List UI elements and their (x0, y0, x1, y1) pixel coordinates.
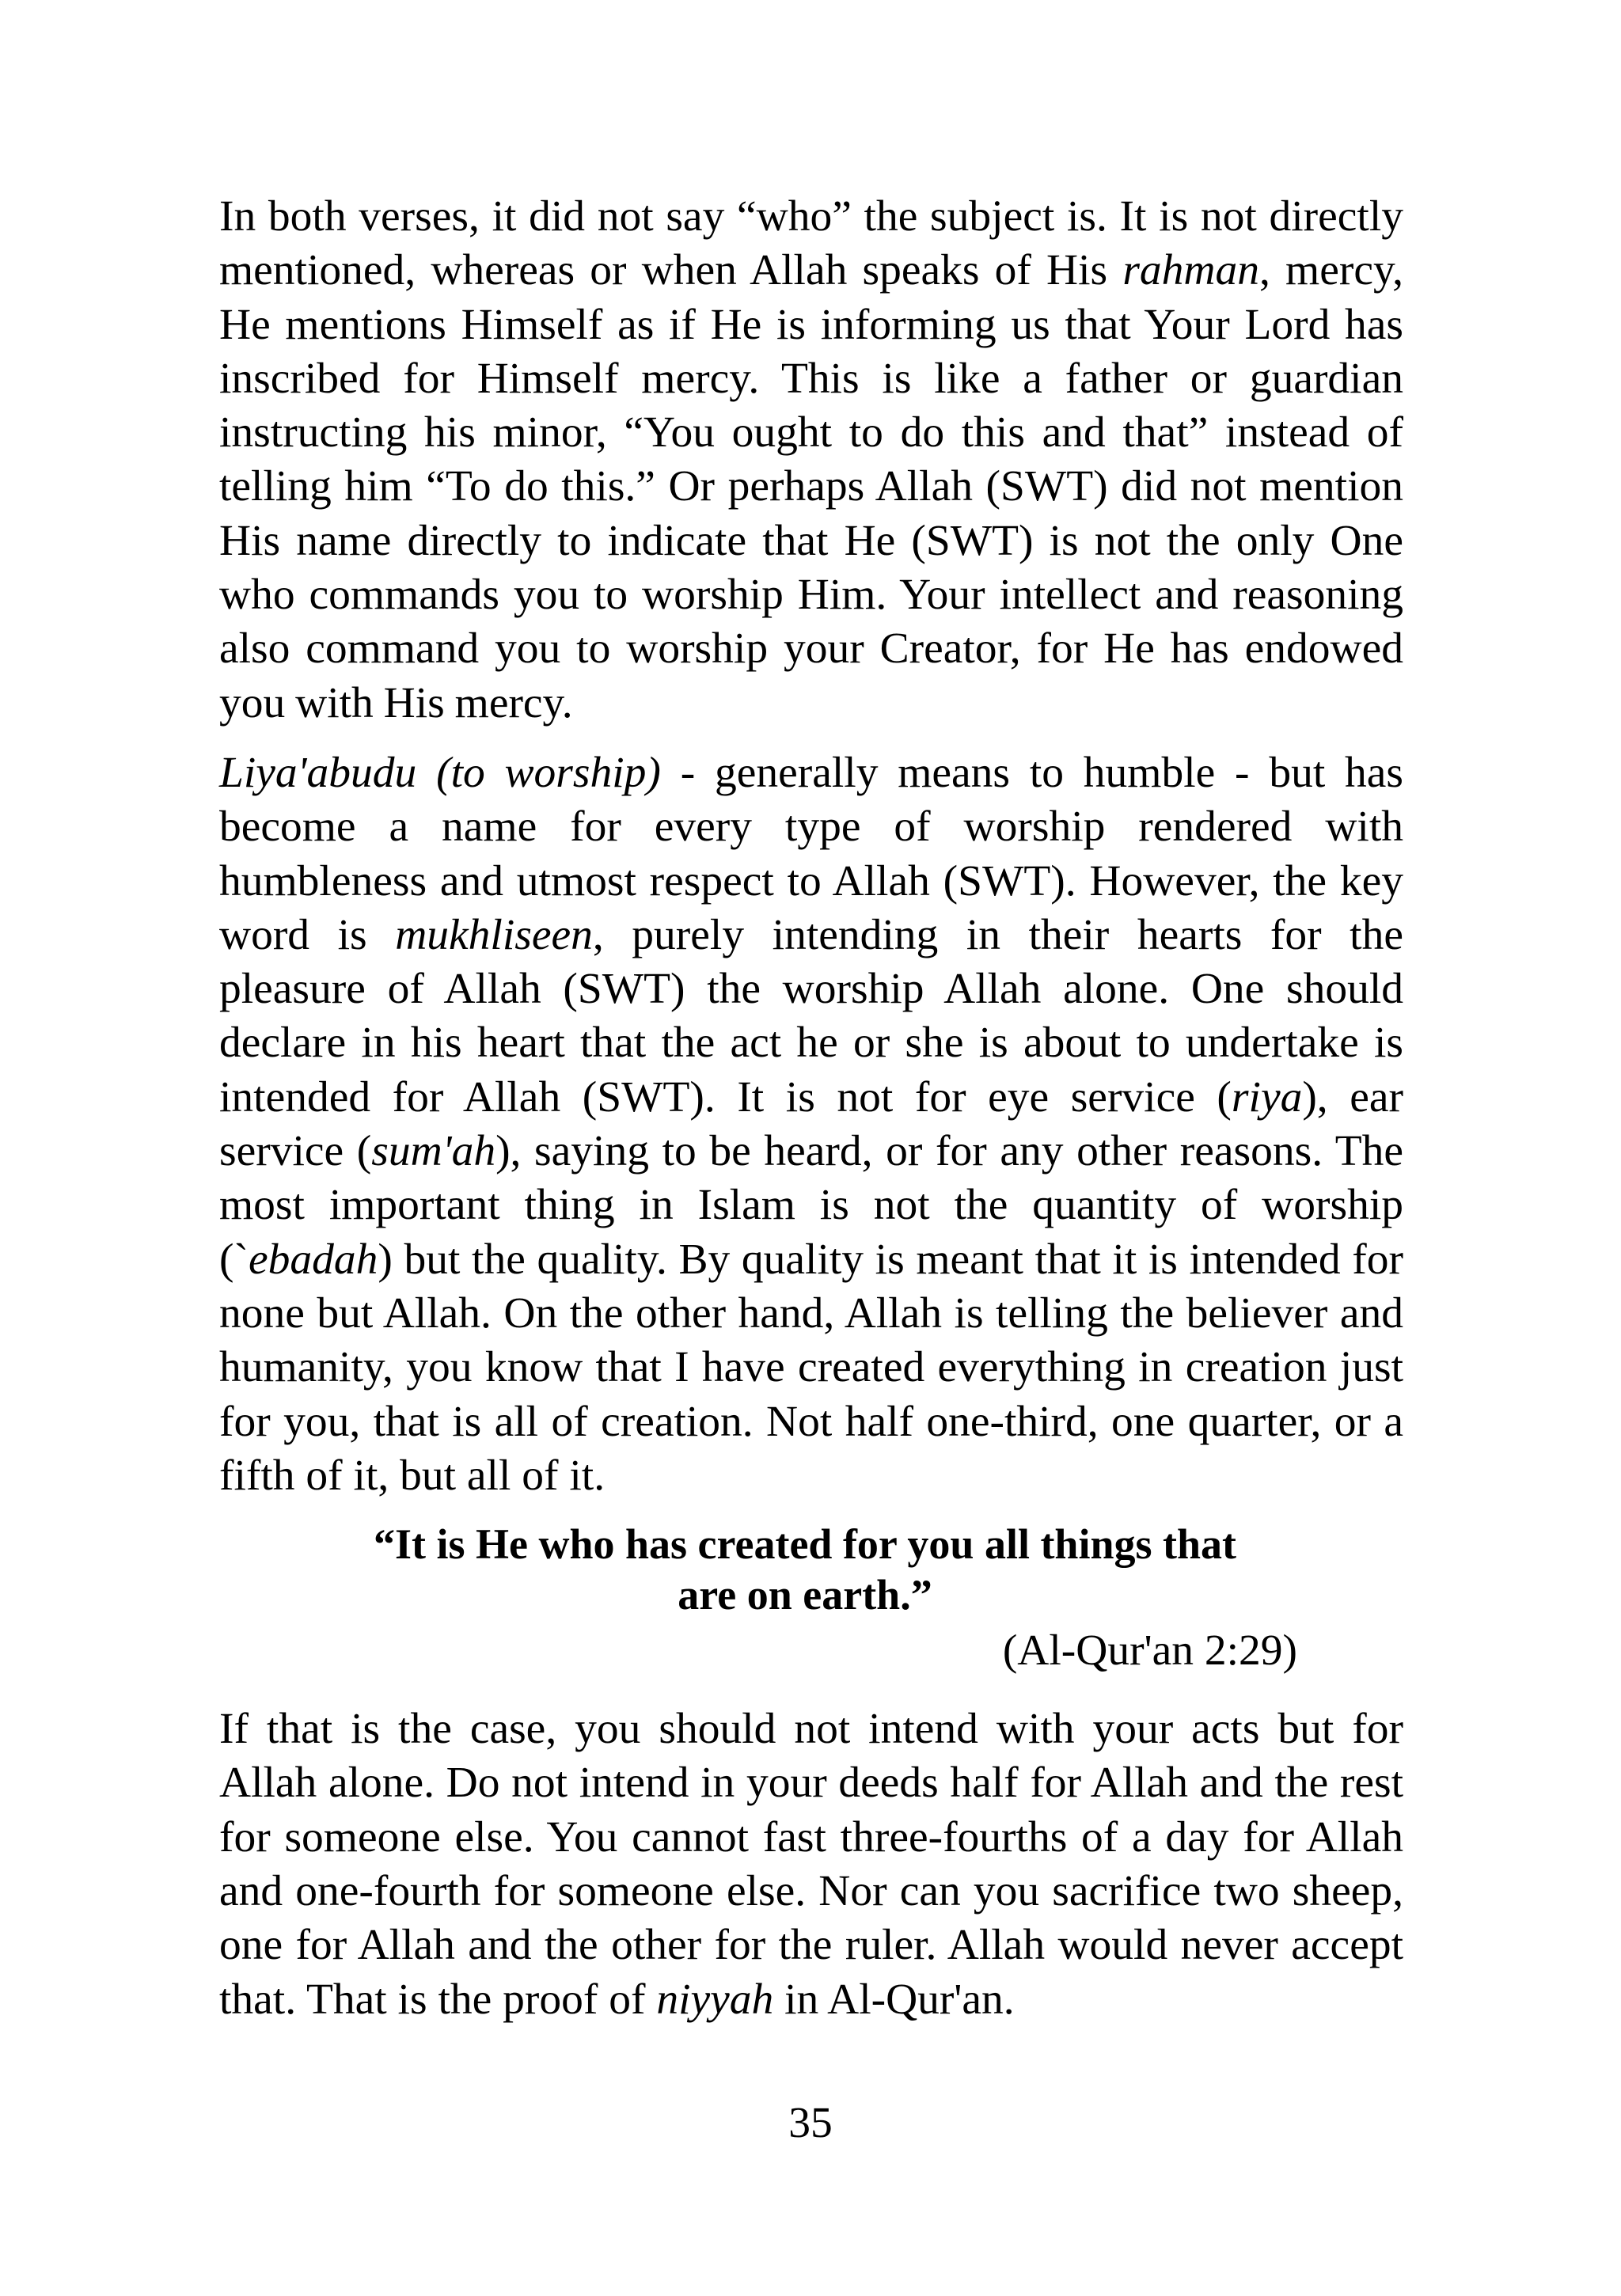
term-riya: riya (1231, 1072, 1303, 1121)
term-liyaabudu: Liya'abudu (to worship) (219, 748, 661, 797)
quote-reference: (Al-Qur'an 2:29) (1002, 1626, 1297, 1676)
paragraph-intro-text-2: , mercy, He mentions Himself as if He is informing us that Your Lord has inscribed for Himself mercy. This is like a father or guardian instructing his minor, “You ought to do this and that” instead of telling him “To do this.” Or perhaps Allah (SWT) did not mention His name directly to indicate that He (SWT) is not the only One who commands you to worship Him. Your intellect and reasoning also command you to worship your Creator, for He has endowed you with His mercy. (219, 246, 1403, 727)
paragraph-liyaabudu-text-2: , purely intending in their hearts for the pleasure of Allah (SWT) the worship Allah alone. One should declare in his heart that the act he or she is about to undertake is intended for Allah (SWT). It is not for eye service ( (219, 910, 1403, 1121)
paragraph-intro (219, 190, 1403, 731)
paragraph-conclusion-text-2: in Al-Qur'an. (773, 1975, 1015, 2024)
paragraph-liyaabudu-text-1: - generally means to humble - but has become a name for every type of worship rendered with humbleness and utmost respect to Allah (SWT). However, the key word is (219, 748, 1404, 959)
term-mukhliseen: mukhliseen (395, 910, 593, 959)
paragraph-liyaabudu-text-4: ), saying to be heard, or for any other reasons. The most important thing in Islam is not the quantity of worship (` (219, 1127, 1403, 1284)
term-niyyah: niyyah (656, 1975, 774, 2024)
quote-line-1: “It is He who has created for you all things that (373, 1520, 1237, 1569)
quote-line-2: are on earth.” (678, 1571, 932, 1619)
paragraph-liyaabudu-text-3: ), ear service ( (219, 1072, 1403, 1176)
quote-text (219, 1519, 1403, 1620)
quran-quote (219, 1519, 1403, 1679)
term-ebadah: ebadah (248, 1235, 378, 1284)
paragraph-conclusion-text-1: If that is the case, you should not intend with your acts but for Allah alone. Do not intend in your deeds half for Allah and the rest for someone else. You cannot fast three-fourths of a day for Allah and one-fourth for someone else. Nor can you sacrifice two sheep, one for Allah and the other for the ruler. Allah would never accept that. That is the proof of (219, 1705, 1403, 2024)
paragraph-intro-text-1: In both verses, it did not say “who” the subject is. It is not directly mentioned, whereas or when Allah speaks of His (219, 192, 1403, 295)
term-rahman: rahman (1122, 246, 1259, 295)
paragraph-conclusion (219, 1702, 1403, 2027)
page-number: 35 (788, 2099, 833, 2147)
paragraph-liyaabudu (219, 746, 1403, 1503)
page-body (219, 190, 1403, 2027)
term-sumah: sum'ah (371, 1127, 496, 1176)
paragraph-liyaabudu-text-5: ) but the quality. By quality is meant that it is intended for none but Allah. On the other hand, Allah is telling the believer and humanity, you know that I have created everything in creation just for you, that is all of creation. Not half one-third, one quarter, or a fifth of it, but all of it. (219, 1235, 1403, 1500)
